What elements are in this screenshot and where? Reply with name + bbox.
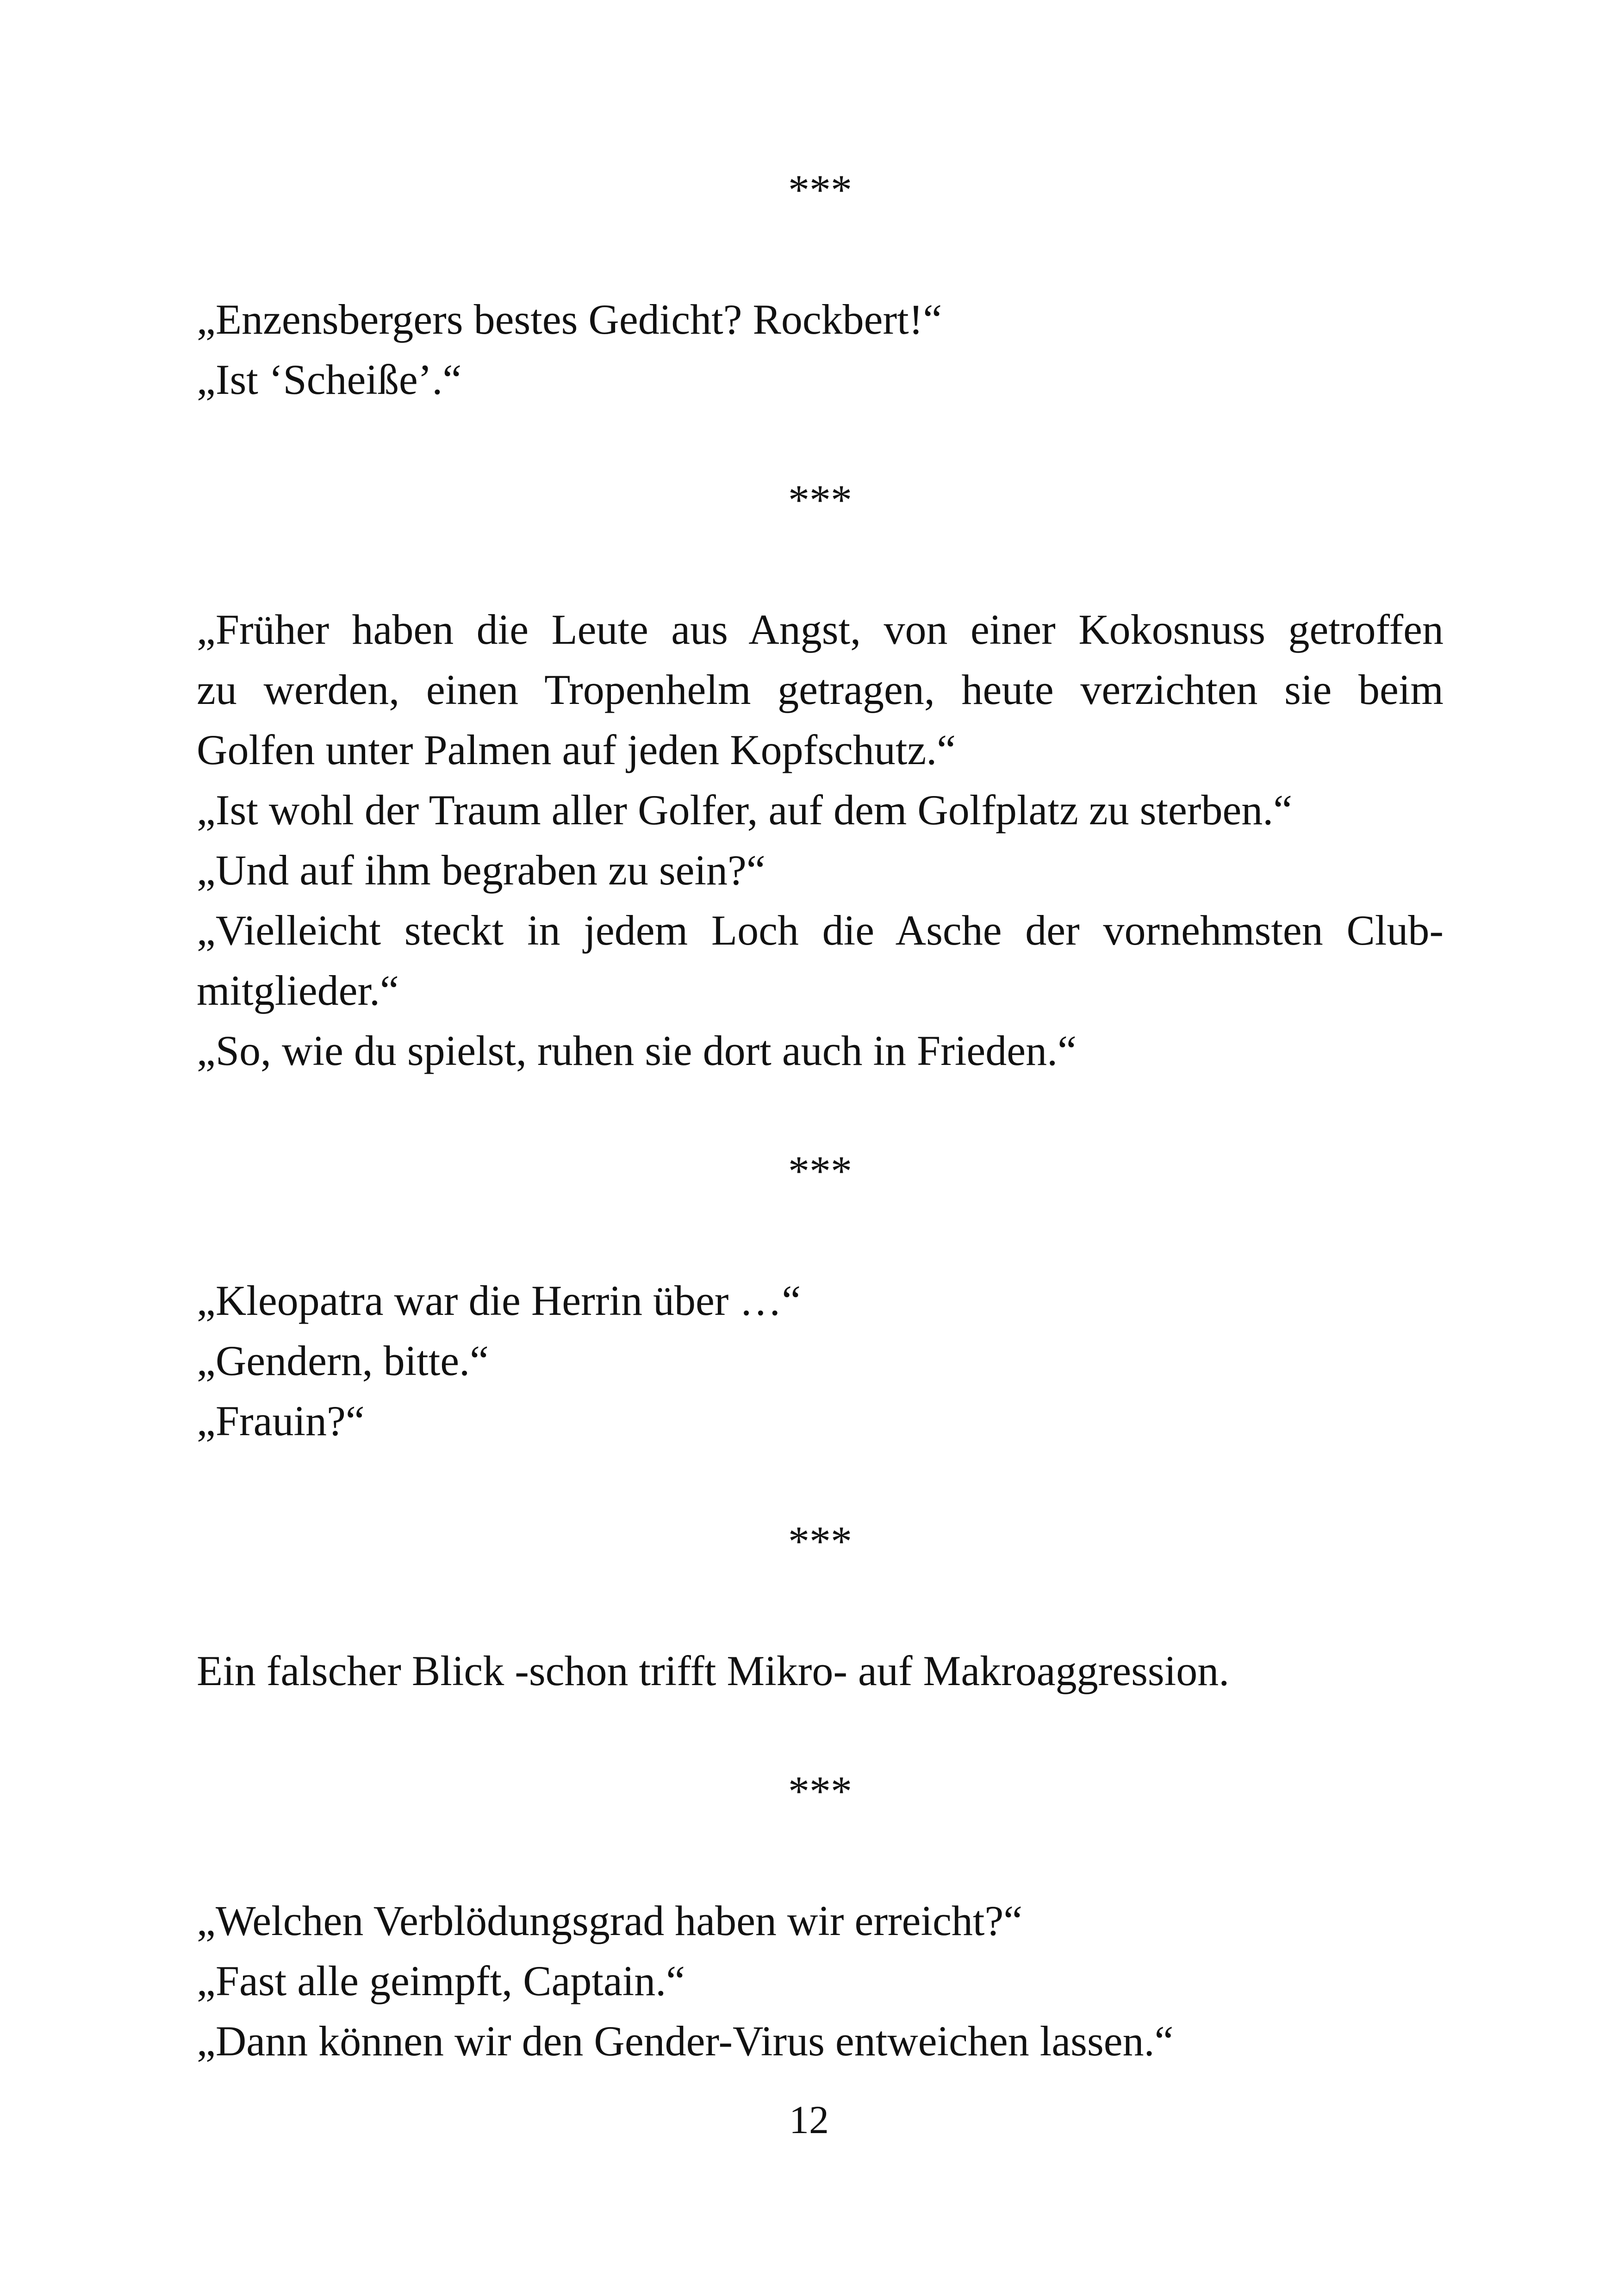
paragraph-line: Golfen unter Palmen auf jeden Kopfschutz.“ (197, 726, 956, 773)
dialogue-line: „Welchen Verblödungsgrad haben wir erreicht?“ (197, 1897, 1023, 1944)
section-separator: *** (788, 476, 852, 523)
dialogue-line: „Ist ‘Scheiße’.“ (197, 356, 462, 403)
dialogue-line: „Dann können wir den Gender-Virus entweichen lassen.“ (197, 2017, 1174, 2065)
dialogue-line: „Enzensbergers bestes Gedicht? Rockbert!“ (197, 296, 942, 343)
dialogue-line: „Ist wohl der Traum aller Golfer, auf dem Golfplatz zu sterben.“ (197, 786, 1293, 834)
section-separator: *** (788, 1518, 852, 1565)
dialogue-line: „Und auf ihm begraben zu sein?“ (197, 846, 765, 894)
dialogue-line: „Fast alle geimpft, Captain.“ (197, 1957, 685, 2004)
paragraph-line: mitglieder.“ (197, 967, 399, 1014)
section-separator: *** (788, 166, 852, 213)
paragraph-line: zu werden, einen Tropenhelm getragen, heute verzichten sie beim (197, 666, 1444, 713)
dialogue-line: „Gendern, bitte.“ (197, 1337, 489, 1384)
dialogue-line: „Kleopatra war die Herrin über …“ (197, 1277, 801, 1324)
paragraph-line: „Früher haben die Leute aus Angst, von einer Kokosnuss getroffen (197, 606, 1444, 653)
dialogue-line: „So, wie du spielst, ruhen sie dort auch in Frieden.“ (197, 1027, 1077, 1074)
paragraph-line: „Vielleicht steckt in jedem Loch die Asche der vornehmsten Club- (197, 907, 1444, 954)
section-separator: *** (788, 1767, 852, 1815)
section-separator: *** (788, 1147, 852, 1195)
paragraph-line: Ein falscher Blick -schon trifft Mikro- auf Makroaggression. (197, 1647, 1230, 1694)
dialogue-line: „Frauin?“ (197, 1397, 365, 1444)
page-number: 12 (789, 2097, 829, 2142)
